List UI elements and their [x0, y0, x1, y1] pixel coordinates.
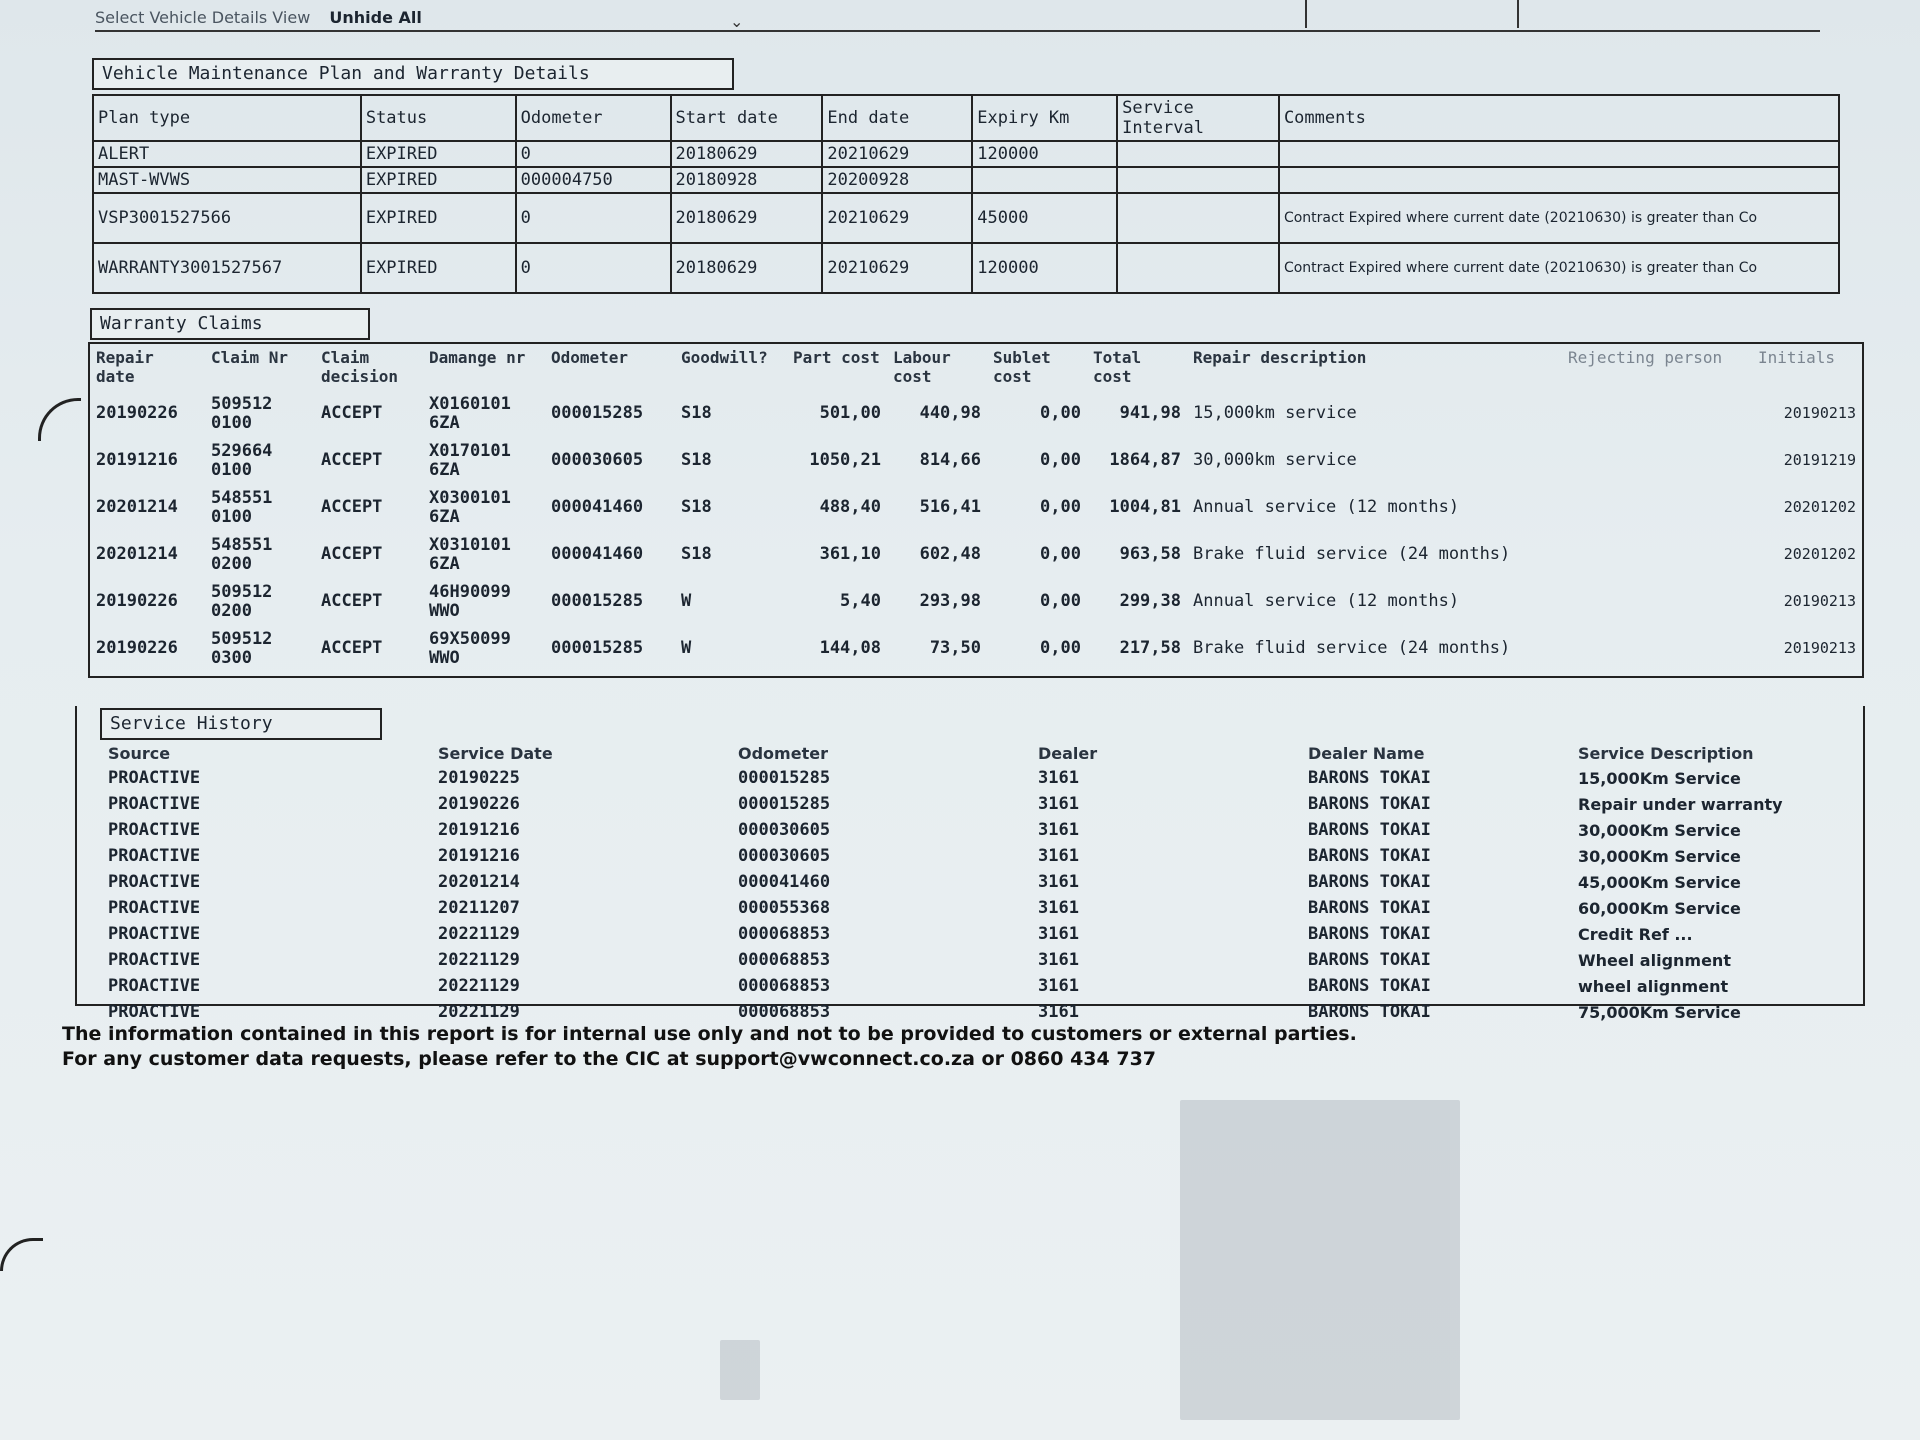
plan-cell: 20180629 — [671, 193, 823, 243]
history-cell: 20201214 — [438, 872, 520, 892]
chevron-down-icon[interactable]: ⌄ — [730, 12, 744, 31]
select-vehicle-details-view[interactable]: Select Vehicle Details View — [95, 8, 311, 27]
history-row — [102, 921, 1852, 947]
claims-cell: ACCEPT — [321, 403, 383, 423]
claims-cell: 46H90099 WWO — [429, 581, 511, 621]
claims-header-row — [90, 344, 1862, 390]
history-row — [102, 817, 1852, 843]
claims-cell: S18 — [681, 544, 712, 564]
claims-header-cell: Odometer — [551, 348, 629, 367]
claims-cell: 814,66 — [919, 450, 981, 470]
claims-cell: 501,00 — [819, 403, 881, 423]
history-cell: BARONS TOKAI — [1308, 950, 1431, 970]
history-cell: 3161 — [1038, 820, 1079, 840]
claims-cell: 0,00 — [1040, 544, 1081, 564]
history-box — [75, 706, 1865, 1022]
history-row — [102, 843, 1852, 869]
history-cell: 000068853 — [738, 924, 831, 944]
claims-cell: 548551 0200 — [211, 534, 273, 574]
claims-header-cell: Initials — [1758, 348, 1836, 367]
claims-cell: 000015285 — [551, 638, 644, 658]
history-cell: 3161 — [1038, 924, 1079, 944]
history-cell: PROACTIVE — [108, 846, 201, 866]
history-cell: PROACTIVE — [108, 820, 201, 840]
plan-cell: 20200928 — [822, 167, 972, 193]
history-cell: 20221129 — [438, 950, 520, 970]
claims-cell: S18 — [681, 450, 712, 470]
claims-cell — [1562, 625, 1752, 672]
plan-cell: 20210629 — [822, 243, 972, 293]
history-cell: 60,000Km Service — [1578, 898, 1741, 918]
claims-cell: ACCEPT — [321, 497, 383, 517]
plan-header-cell: Comments — [1279, 95, 1839, 141]
plan-cell: 20210629 — [822, 141, 972, 167]
footer-disclaimer: The information contained in this report is for internal use only and not to be provided to customers or external parties. — [62, 1023, 1357, 1045]
claims-header-cell: Labour cost — [893, 348, 951, 386]
plan-table — [92, 94, 1840, 294]
claims-cell: 509512 0300 — [211, 628, 273, 668]
claims-cell — [1562, 437, 1752, 484]
claims-cell: 000041460 — [551, 544, 644, 564]
history-cell: BARONS TOKAI — [1308, 768, 1431, 788]
claims-header-cell: Rejecting person — [1568, 348, 1723, 367]
claims-cell — [1562, 531, 1752, 578]
history-cell: Repair under warranty — [1578, 794, 1783, 814]
claims-row — [90, 484, 1862, 531]
history-cell: 3161 — [1038, 1002, 1079, 1022]
history-cell: 3161 — [1038, 976, 1079, 996]
claims-cell: 20201202 — [1783, 545, 1856, 563]
plan-cell — [1117, 167, 1279, 193]
claims-cell: 69X50099 WWO — [429, 628, 511, 668]
history-cell: 30,000Km Service — [1578, 846, 1741, 866]
history-cell: 30,000Km Service — [1578, 820, 1741, 840]
plan-header-cell: Expiry Km — [972, 95, 1117, 141]
claims-cell: Brake fluid service (24 months) — [1193, 638, 1511, 658]
history-header-cell: Service Description — [1578, 744, 1754, 763]
claims-cell: 548551 0100 — [211, 487, 273, 527]
report-footer — [62, 1022, 1357, 1072]
claims-cell: 361,10 — [819, 544, 881, 564]
plan-cell: 20210629 — [822, 193, 972, 243]
history-header-cell: Dealer Name — [1308, 744, 1425, 763]
plan-cell: EXPIRED — [361, 193, 516, 243]
history-cell: BARONS TOKAI — [1308, 898, 1431, 918]
history-cell: 20221129 — [438, 924, 520, 944]
history-cell: 3161 — [1038, 846, 1079, 866]
plan-cell: 120000 — [972, 141, 1117, 167]
history-cell: PROACTIVE — [108, 794, 201, 814]
claims-cell: 144,08 — [819, 638, 881, 658]
history-cell: 45,000Km Service — [1578, 872, 1741, 892]
claims-table — [90, 344, 1862, 672]
plan-cell: 0 — [516, 243, 671, 293]
claims-cell: 1864,87 — [1109, 450, 1181, 470]
history-cell: 20190225 — [438, 768, 520, 788]
claims-cell: ACCEPT — [321, 638, 383, 658]
plan-cell — [972, 167, 1117, 193]
history-cell: 20221129 — [438, 1002, 520, 1022]
claims-cell: 440,98 — [919, 403, 981, 423]
plan-cell: MAST-WVWS — [93, 167, 361, 193]
claims-header-cell: Sublet cost — [993, 348, 1051, 386]
claims-cell: 000041460 — [551, 497, 644, 517]
claims-cell: 509512 0100 — [211, 393, 273, 433]
history-header-cell: Source — [108, 744, 171, 763]
plan-header-cell: Start date — [671, 95, 823, 141]
plan-header-cell: Status — [361, 95, 516, 141]
claims-header-cell: Part cost — [793, 348, 880, 367]
claims-row — [90, 437, 1862, 484]
history-cell: BARONS TOKAI — [1308, 976, 1431, 996]
claims-row — [90, 390, 1862, 437]
history-row — [102, 765, 1852, 791]
history-row — [102, 973, 1852, 999]
history-row — [102, 869, 1852, 895]
claims-cell: 0,00 — [1040, 497, 1081, 517]
history-cell: 3161 — [1038, 950, 1079, 970]
history-cell: BARONS TOKAI — [1308, 794, 1431, 814]
claims-cell: 20191216 — [96, 450, 178, 470]
plan-cell: 120000 — [972, 243, 1117, 293]
claims-cell: ACCEPT — [321, 544, 383, 564]
claims-cell: 000015285 — [551, 591, 644, 611]
plan-cell — [1117, 243, 1279, 293]
history-cell: wheel alignment — [1578, 976, 1729, 996]
history-cell: 000041460 — [738, 872, 831, 892]
claims-cell: 0,00 — [1040, 638, 1081, 658]
claims-cell: S18 — [681, 403, 712, 423]
claims-cell: 20201202 — [1783, 498, 1856, 516]
plan-cell — [1279, 141, 1839, 167]
print-bleed-smudge — [1180, 1100, 1460, 1420]
claims-cell: X0160101 6ZA — [429, 393, 511, 433]
history-cell: BARONS TOKAI — [1308, 872, 1431, 892]
history-cell: PROACTIVE — [108, 924, 201, 944]
history-cell: BARONS TOKAI — [1308, 1002, 1431, 1022]
plan-cell: WARRANTY3001527567 — [93, 243, 361, 293]
history-row — [102, 895, 1852, 921]
claims-cell: 941,98 — [1119, 403, 1181, 423]
plan-cell: ALERT — [93, 141, 361, 167]
plan-header-cell: Service Interval — [1117, 95, 1279, 141]
claims-cell — [1562, 578, 1752, 625]
plan-cell: Contract Expired where current date (20210630) is greater than Co — [1279, 243, 1839, 293]
claims-header-cell: Claim decision — [321, 348, 399, 386]
plan-cell: 20180629 — [671, 141, 823, 167]
claims-cell: Annual service (12 months) — [1193, 497, 1460, 517]
claims-cell: W — [681, 591, 692, 611]
claims-cell: 20201214 — [96, 544, 178, 564]
claims-row — [90, 578, 1862, 625]
history-cell: 000030605 — [738, 820, 831, 840]
claims-header-cell: Repair date — [96, 348, 154, 386]
claims-cell: 299,38 — [1119, 591, 1181, 611]
plan-cell: 20180928 — [671, 167, 823, 193]
history-cell: PROACTIVE — [108, 976, 201, 996]
plan-header-cell: Odometer — [516, 95, 671, 141]
plan-cell: 45000 — [972, 193, 1117, 243]
claims-cell: 1050,21 — [809, 450, 881, 470]
claims-header-cell: Goodwill? — [681, 348, 768, 367]
claims-cell: 20190226 — [96, 638, 178, 658]
claims-cell: 20201214 — [96, 497, 178, 517]
plan-cell — [1279, 167, 1839, 193]
claims-header-cell: Claim Nr — [211, 348, 289, 367]
claims-box — [88, 342, 1864, 678]
history-header-cell: Dealer — [1038, 744, 1098, 763]
claims-cell: 30,000km service — [1193, 450, 1357, 470]
history-cell: 20191216 — [438, 846, 520, 866]
history-cell: 000015285 — [738, 768, 831, 788]
claims-header-cell: Repair description — [1193, 348, 1367, 367]
plan-row — [93, 243, 1839, 293]
claims-cell: ACCEPT — [321, 450, 383, 470]
claims-cell: 0,00 — [1040, 403, 1081, 423]
claims-cell: ACCEPT — [321, 591, 383, 611]
claims-cell: 0,00 — [1040, 450, 1081, 470]
claims-cell: 529664 0100 — [211, 440, 273, 480]
history-cell: PROACTIVE — [108, 768, 201, 788]
plan-header-cell: Plan type — [93, 95, 361, 141]
history-cell: 20190226 — [438, 794, 520, 814]
claims-cell: 20190213 — [1783, 592, 1856, 610]
claims-cell — [1562, 390, 1752, 437]
claims-cell: 15,000km service — [1193, 403, 1357, 423]
claims-cell: 20190213 — [1783, 639, 1856, 657]
claims-cell: 73,50 — [929, 638, 981, 658]
history-cell: 15,000Km Service — [1578, 768, 1741, 788]
history-cell: 000068853 — [738, 1002, 831, 1022]
claims-cell: 000015285 — [551, 403, 644, 423]
toolbar-cell — [1305, 0, 1519, 28]
history-cell: 000030605 — [738, 846, 831, 866]
plan-section-title: Vehicle Maintenance Plan and Warranty Details — [92, 58, 734, 90]
claims-cell: 0,00 — [1040, 591, 1081, 611]
plan-cell — [1117, 193, 1279, 243]
claims-cell: 20190226 — [96, 403, 178, 423]
history-row — [102, 947, 1852, 973]
history-cell: 3161 — [1038, 872, 1079, 892]
plan-row — [93, 193, 1839, 243]
history-cell: 20221129 — [438, 976, 520, 996]
plan-cell: 000004750 — [516, 167, 671, 193]
claims-cell: 20190226 — [96, 591, 178, 611]
history-cell: 75,000Km Service — [1578, 1002, 1741, 1022]
history-header-row — [102, 742, 1852, 765]
claims-cell: 293,98 — [919, 591, 981, 611]
claims-cell: 602,48 — [919, 544, 981, 564]
claims-cell: Annual service (12 months) — [1193, 591, 1460, 611]
claims-cell: W — [681, 638, 692, 658]
unhide-all-link[interactable]: Unhide All — [329, 8, 422, 27]
paper-curl-mark — [0, 1238, 43, 1271]
claims-cell: 963,58 — [1119, 544, 1181, 564]
plan-cell: EXPIRED — [361, 141, 516, 167]
footer-contact: For any customer data requests, please refer to the CIC at support@vwconnect.co.za or 0860 434 737 — [62, 1048, 1157, 1070]
plan-header-cell: End date — [822, 95, 972, 141]
plan-cell: 0 — [516, 193, 671, 243]
history-header-cell: Service Date — [438, 744, 553, 763]
print-bleed-smudge — [720, 1340, 760, 1400]
history-cell: PROACTIVE — [108, 950, 201, 970]
history-cell: 000055368 — [738, 898, 831, 918]
history-cell: BARONS TOKAI — [1308, 820, 1431, 840]
claims-cell: S18 — [681, 497, 712, 517]
history-table — [102, 742, 1852, 1025]
claims-cell: 217,58 — [1119, 638, 1181, 658]
claims-header-cell: Damange nr — [429, 348, 526, 367]
plan-cell: VSP3001527566 — [93, 193, 361, 243]
claims-cell — [1562, 484, 1752, 531]
history-cell: 20211207 — [438, 898, 520, 918]
plan-cell: EXPIRED — [361, 243, 516, 293]
plan-cell: 20180629 — [671, 243, 823, 293]
plan-row — [93, 167, 1839, 193]
claims-cell: X0300101 6ZA — [429, 487, 511, 527]
claims-cell: X0310101 6ZA — [429, 534, 511, 574]
history-cell: BARONS TOKAI — [1308, 924, 1431, 944]
claims-cell: 000030605 — [551, 450, 644, 470]
claims-cell: 20190213 — [1783, 404, 1856, 422]
claims-cell: 509512 0200 — [211, 581, 273, 621]
plan-header-row — [93, 95, 1839, 141]
history-cell: PROACTIVE — [108, 1002, 201, 1022]
claims-cell: Brake fluid service (24 months) — [1193, 544, 1511, 564]
history-row — [102, 791, 1852, 817]
history-cell: PROACTIVE — [108, 872, 201, 892]
top-toolbar — [95, 8, 744, 31]
claims-header-cell: Total cost — [1093, 348, 1142, 386]
history-cell: 3161 — [1038, 898, 1079, 918]
plan-row — [93, 141, 1839, 167]
paper-curl-mark — [38, 398, 81, 441]
claims-cell: 5,40 — [840, 591, 881, 611]
plan-cell: 0 — [516, 141, 671, 167]
claims-section-title: Warranty Claims — [90, 308, 370, 340]
claims-row — [90, 531, 1862, 578]
claims-cell: 20191219 — [1783, 451, 1856, 469]
history-cell: Wheel alignment — [1578, 950, 1731, 970]
claims-row — [90, 625, 1862, 672]
claims-cell: 488,40 — [819, 497, 881, 517]
history-header-cell: Odometer — [738, 744, 828, 763]
claims-cell: 1004,81 — [1109, 497, 1181, 517]
history-cell: 3161 — [1038, 768, 1079, 788]
claims-cell: X0170101 6ZA — [429, 440, 511, 480]
history-cell: 20191216 — [438, 820, 520, 840]
history-cell: Credit Ref ... — [1578, 924, 1693, 944]
claims-cell: 516,41 — [919, 497, 981, 517]
history-cell: 000068853 — [738, 976, 831, 996]
history-section-title: Service History — [100, 708, 382, 740]
plan-cell: Contract Expired where current date (20210630) is greater than Co — [1279, 193, 1839, 243]
history-cell: 3161 — [1038, 794, 1079, 814]
history-cell: 000015285 — [738, 794, 831, 814]
plan-cell: EXPIRED — [361, 167, 516, 193]
history-cell: 000068853 — [738, 950, 831, 970]
plan-cell — [1117, 141, 1279, 167]
history-cell: BARONS TOKAI — [1308, 846, 1431, 866]
history-cell: PROACTIVE — [108, 898, 201, 918]
